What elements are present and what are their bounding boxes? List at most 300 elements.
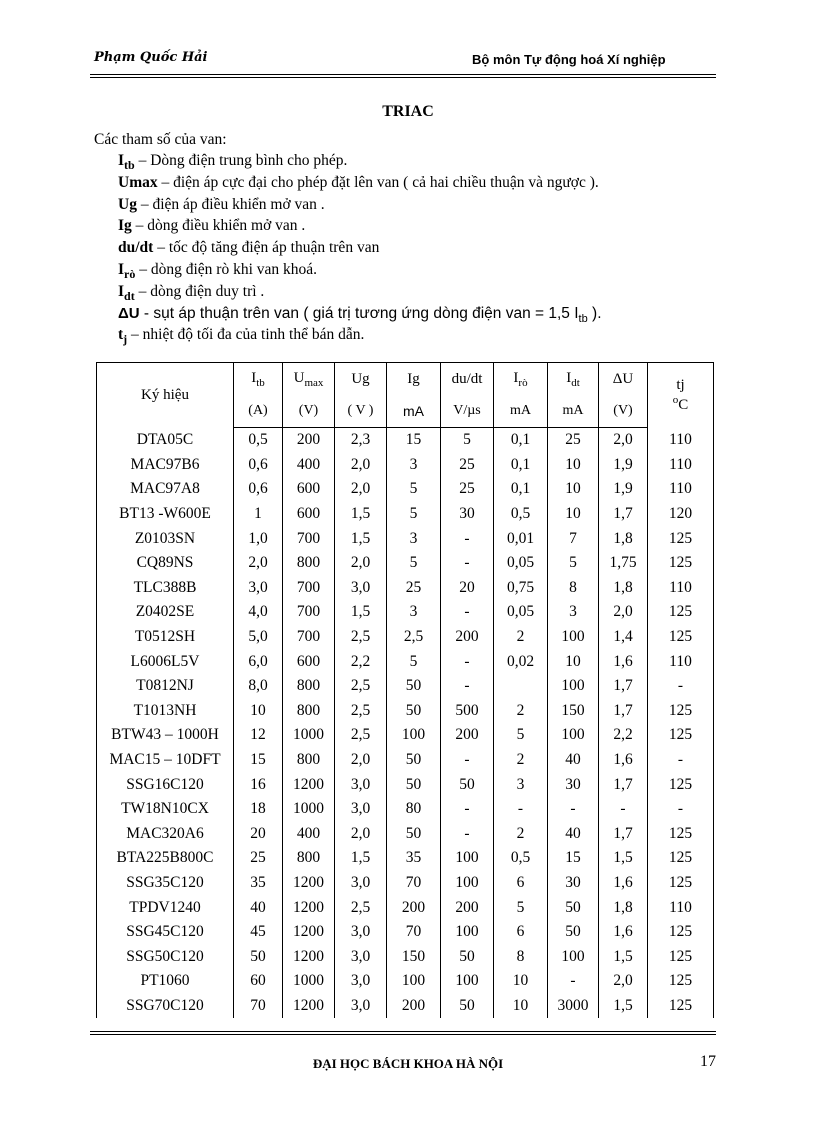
table-cell: 1,9 bbox=[599, 453, 648, 478]
table-cell: 15 bbox=[548, 846, 599, 871]
param-umax: Umax – điện áp cực đại cho phép đặt lên van ( cả hai chiều thuận và ngược ). bbox=[118, 173, 599, 191]
table-cell: 0,1 bbox=[494, 453, 548, 478]
table-cell: 5 bbox=[548, 551, 599, 576]
table-cell: 7 bbox=[548, 526, 599, 551]
table-cell: 1,5 bbox=[599, 994, 648, 1019]
table-cell: 400 bbox=[283, 822, 335, 847]
column-header-ug: Ug bbox=[335, 363, 387, 396]
table-cell-kyhieu: MAC320A6 bbox=[97, 822, 234, 847]
table-cell: 600 bbox=[283, 477, 335, 502]
table-cell: 30 bbox=[548, 772, 599, 797]
table-cell: 10 bbox=[548, 649, 599, 674]
table-cell: 1,6 bbox=[599, 748, 648, 773]
table-header-row bbox=[97, 363, 714, 396]
table-cell: 125 bbox=[648, 994, 714, 1019]
unit-ig: mA bbox=[387, 395, 441, 428]
table-cell: 125 bbox=[648, 944, 714, 969]
table-cell: 2,5 bbox=[387, 625, 441, 650]
table-cell: - bbox=[441, 748, 494, 773]
table-cell: 2 bbox=[494, 625, 548, 650]
table-row bbox=[97, 477, 714, 502]
table-cell: 1,9 bbox=[599, 477, 648, 502]
table-row bbox=[97, 699, 714, 724]
column-header-umax: $U_{max}$ bbox=[283, 363, 335, 396]
table-cell: 110 bbox=[648, 576, 714, 601]
table-cell: - bbox=[548, 797, 599, 822]
table-cell: 1,5 bbox=[335, 502, 387, 527]
table-cell: - bbox=[441, 797, 494, 822]
table-cell: 2,3 bbox=[335, 428, 387, 453]
table-cell: 200 bbox=[441, 895, 494, 920]
table-cell: 200 bbox=[283, 428, 335, 453]
param-delta-u: ΔU - sụt áp thuận trên van ( giá trị tương ứng dòng điện van = 1,5 $I_{tb}$ ). bbox=[118, 304, 602, 325]
table-cell bbox=[494, 674, 548, 699]
table-cell: 100 bbox=[441, 871, 494, 896]
table-cell: 100 bbox=[441, 920, 494, 945]
table-cell: 110 bbox=[648, 649, 714, 674]
table-cell: 2 bbox=[494, 748, 548, 773]
table-cell: 15 bbox=[234, 748, 283, 773]
table-row bbox=[97, 822, 714, 847]
table-cell: 0,5 bbox=[494, 846, 548, 871]
table-cell: 30 bbox=[548, 871, 599, 896]
table-cell-kyhieu: TLC388B bbox=[97, 576, 234, 601]
table-cell: 0,05 bbox=[494, 551, 548, 576]
table-cell: 1,6 bbox=[599, 649, 648, 674]
table-cell: 700 bbox=[283, 576, 335, 601]
table-cell: 50 bbox=[441, 772, 494, 797]
table-row bbox=[97, 772, 714, 797]
table-cell-kyhieu: T0512SH bbox=[97, 625, 234, 650]
table-cell: 150 bbox=[387, 944, 441, 969]
table-cell: 1,5 bbox=[599, 944, 648, 969]
table-cell: 1,4 bbox=[599, 625, 648, 650]
table-cell: 10 bbox=[234, 699, 283, 724]
table-cell: 0,6 bbox=[234, 477, 283, 502]
table-cell: 800 bbox=[283, 699, 335, 724]
table-cell: 700 bbox=[283, 600, 335, 625]
table-cell: 125 bbox=[648, 551, 714, 576]
table-cell-kyhieu: CQ89NS bbox=[97, 551, 234, 576]
table-cell: - bbox=[648, 797, 714, 822]
table-cell: 1000 bbox=[283, 797, 335, 822]
table-cell: 2,5 bbox=[335, 723, 387, 748]
column-header-iro: $I_{rò}$ bbox=[494, 363, 548, 396]
table-cell: 1,5 bbox=[599, 846, 648, 871]
table-cell: 125 bbox=[648, 699, 714, 724]
table-cell: 25 bbox=[387, 576, 441, 601]
table-cell: 2,0 bbox=[599, 428, 648, 453]
table-cell: 1,7 bbox=[599, 502, 648, 527]
table-cell: 2,0 bbox=[234, 551, 283, 576]
table-cell-kyhieu: SSG70C120 bbox=[97, 994, 234, 1019]
table-cell: 8 bbox=[494, 944, 548, 969]
table-row bbox=[97, 871, 714, 896]
table-cell: 2,5 bbox=[335, 699, 387, 724]
table-cell-kyhieu: SSG45C120 bbox=[97, 920, 234, 945]
table-cell: - bbox=[441, 600, 494, 625]
table-cell: 8 bbox=[548, 576, 599, 601]
table-cell: 100 bbox=[548, 723, 599, 748]
table-cell: 3,0 bbox=[335, 944, 387, 969]
table-row bbox=[97, 895, 714, 920]
table-cell: 1,5 bbox=[335, 526, 387, 551]
table-cell: 200 bbox=[387, 895, 441, 920]
table-row bbox=[97, 625, 714, 650]
param-ug: Ug – điện áp điều khiển mở van . bbox=[118, 195, 325, 213]
table-cell: 2,5 bbox=[335, 895, 387, 920]
table-cell: 4,0 bbox=[234, 600, 283, 625]
table-cell: 100 bbox=[387, 969, 441, 994]
table-cell: 200 bbox=[441, 723, 494, 748]
table-row bbox=[97, 453, 714, 478]
table-cell-kyhieu: BT13 -W600E bbox=[97, 502, 234, 527]
table-cell: 25 bbox=[441, 453, 494, 478]
table-cell: 30 bbox=[441, 502, 494, 527]
table-cell: 1200 bbox=[283, 772, 335, 797]
table-cell: 110 bbox=[648, 477, 714, 502]
table-cell: 1,8 bbox=[599, 526, 648, 551]
table-row bbox=[97, 748, 714, 773]
table-cell: 5 bbox=[494, 895, 548, 920]
table-cell: 3 bbox=[494, 772, 548, 797]
table-row bbox=[97, 797, 714, 822]
table-cell: 100 bbox=[548, 625, 599, 650]
table-cell: 120 bbox=[648, 502, 714, 527]
table-cell: 50 bbox=[387, 674, 441, 699]
table-cell: - bbox=[441, 526, 494, 551]
table-cell: - bbox=[599, 797, 648, 822]
table-cell: 50 bbox=[387, 822, 441, 847]
footer-university: ĐẠI HỌC BÁCH KHOA HÀ NỘI bbox=[312, 1056, 504, 1071]
table-cell: 125 bbox=[648, 969, 714, 994]
table-cell: 2,0 bbox=[599, 969, 648, 994]
table-row bbox=[97, 846, 714, 871]
column-header-tj: tj $^o$C bbox=[648, 363, 714, 428]
table-row bbox=[97, 674, 714, 699]
table-cell: 800 bbox=[283, 748, 335, 773]
table-cell: 600 bbox=[283, 649, 335, 674]
table-row bbox=[97, 600, 714, 625]
table-cell-kyhieu: Z0402SE bbox=[97, 600, 234, 625]
table-cell: 3,0 bbox=[335, 920, 387, 945]
table-row bbox=[97, 551, 714, 576]
footer-rule-2 bbox=[90, 1034, 716, 1035]
triac-spec-table bbox=[96, 362, 714, 1018]
table-cell: 0,05 bbox=[494, 600, 548, 625]
table-cell: 1,75 bbox=[599, 551, 648, 576]
table-cell: 400 bbox=[283, 453, 335, 478]
table-cell: - bbox=[441, 674, 494, 699]
table-cell: 800 bbox=[283, 674, 335, 699]
param-ig: Ig – dòng điều khiển mở van . bbox=[118, 217, 306, 235]
table-cell: 0,5 bbox=[234, 428, 283, 453]
table-cell: 3,0 bbox=[335, 969, 387, 994]
table-row bbox=[97, 920, 714, 945]
table-row bbox=[97, 649, 714, 674]
table-cell: 6 bbox=[494, 871, 548, 896]
table-cell: 2,0 bbox=[335, 748, 387, 773]
table-cell: 10 bbox=[494, 994, 548, 1019]
table-cell: 125 bbox=[648, 920, 714, 945]
table-cell: 2,0 bbox=[335, 822, 387, 847]
table-cell: 20 bbox=[441, 576, 494, 601]
table-cell: 200 bbox=[387, 994, 441, 1019]
column-header-kyhieu: Ký hiệu bbox=[97, 363, 234, 428]
table-cell: 125 bbox=[648, 772, 714, 797]
table-cell: 50 bbox=[234, 944, 283, 969]
parameter-list bbox=[118, 150, 602, 346]
table-cell: 700 bbox=[283, 625, 335, 650]
table-cell: 100 bbox=[441, 846, 494, 871]
table-row bbox=[97, 526, 714, 551]
table-cell: 1,6 bbox=[599, 920, 648, 945]
table-cell: - bbox=[648, 748, 714, 773]
header-rule-1 bbox=[90, 74, 716, 75]
table-cell: 45 bbox=[234, 920, 283, 945]
table-cell-kyhieu: BTW43 – 1000H bbox=[97, 723, 234, 748]
table-cell: - bbox=[648, 674, 714, 699]
table-cell: 70 bbox=[387, 920, 441, 945]
table-cell: 12 bbox=[234, 723, 283, 748]
table-cell: 125 bbox=[648, 625, 714, 650]
table-cell: 125 bbox=[648, 723, 714, 748]
table-cell: 800 bbox=[283, 551, 335, 576]
table-row bbox=[97, 969, 714, 994]
table-row bbox=[97, 723, 714, 748]
table-cell: 70 bbox=[234, 994, 283, 1019]
table-cell: 10 bbox=[548, 502, 599, 527]
table-cell: 10 bbox=[548, 477, 599, 502]
table-cell: 35 bbox=[234, 871, 283, 896]
table-cell: 600 bbox=[283, 502, 335, 527]
column-header-itb: $I_{tb}$ bbox=[234, 363, 283, 396]
table-cell: 150 bbox=[548, 699, 599, 724]
table-cell: 100 bbox=[548, 674, 599, 699]
table-cell: 2,5 bbox=[335, 625, 387, 650]
table-cell: - bbox=[441, 551, 494, 576]
unit-umax: (V) bbox=[283, 395, 335, 428]
table-cell: 700 bbox=[283, 526, 335, 551]
table-cell: 50 bbox=[387, 748, 441, 773]
table-cell: 5 bbox=[441, 428, 494, 453]
table-cell: 125 bbox=[648, 871, 714, 896]
table-cell: - bbox=[441, 822, 494, 847]
table-cell: 3 bbox=[387, 600, 441, 625]
table-cell: 800 bbox=[283, 846, 335, 871]
table-cell: - bbox=[441, 649, 494, 674]
table-row bbox=[97, 428, 714, 453]
unit-idt: mA bbox=[548, 395, 599, 428]
table-cell: 1,0 bbox=[234, 526, 283, 551]
header-rule-2 bbox=[90, 77, 716, 78]
column-header-delta-u: ΔU bbox=[599, 363, 648, 396]
table-cell: 1,8 bbox=[599, 576, 648, 601]
table-cell: 110 bbox=[648, 428, 714, 453]
table-cell: 1,7 bbox=[599, 772, 648, 797]
table-cell: 80 bbox=[387, 797, 441, 822]
table-cell-kyhieu: TW18N10CX bbox=[97, 797, 234, 822]
table-cell: 1,5 bbox=[335, 600, 387, 625]
table-cell: 50 bbox=[387, 699, 441, 724]
table-cell: 50 bbox=[441, 994, 494, 1019]
table-cell: 1200 bbox=[283, 895, 335, 920]
table-cell-kyhieu: T0812NJ bbox=[97, 674, 234, 699]
table-cell: 5 bbox=[387, 477, 441, 502]
table-cell: 1,6 bbox=[599, 871, 648, 896]
table-cell: 1,7 bbox=[599, 674, 648, 699]
table-cell: 35 bbox=[387, 846, 441, 871]
table-cell: 125 bbox=[648, 822, 714, 847]
header-author: Phạm Quốc Hải bbox=[94, 50, 208, 65]
table-cell-kyhieu: SSG50C120 bbox=[97, 944, 234, 969]
table-cell: 50 bbox=[548, 920, 599, 945]
unit-ug: ( V ) bbox=[335, 395, 387, 428]
page-title: TRIAC bbox=[382, 103, 434, 120]
table-cell: 40 bbox=[234, 895, 283, 920]
table-cell-kyhieu: SSG16C120 bbox=[97, 772, 234, 797]
table-cell: 10 bbox=[548, 453, 599, 478]
table-cell: 2,5 bbox=[335, 674, 387, 699]
table-cell: 200 bbox=[441, 625, 494, 650]
table-cell-kyhieu: SSG35C120 bbox=[97, 871, 234, 896]
table-cell: 1200 bbox=[283, 994, 335, 1019]
table-cell: 1,7 bbox=[599, 699, 648, 724]
table-cell: 0,1 bbox=[494, 477, 548, 502]
table-cell: 5 bbox=[494, 723, 548, 748]
table-cell: 40 bbox=[548, 822, 599, 847]
table-cell: 6 bbox=[494, 920, 548, 945]
table-cell: - bbox=[548, 969, 599, 994]
table-cell-kyhieu: Z0103SN bbox=[97, 526, 234, 551]
table-cell: 10 bbox=[494, 969, 548, 994]
table-cell: 100 bbox=[387, 723, 441, 748]
table-cell: 2,0 bbox=[335, 477, 387, 502]
table-cell: 1,8 bbox=[599, 895, 648, 920]
table-cell: 15 bbox=[387, 428, 441, 453]
table-cell-kyhieu: T1013NH bbox=[97, 699, 234, 724]
table-cell: 3,0 bbox=[335, 994, 387, 1019]
table-cell: 0,1 bbox=[494, 428, 548, 453]
table-cell: 2,0 bbox=[599, 600, 648, 625]
unit-iro: mA bbox=[494, 395, 548, 428]
table-row bbox=[97, 994, 714, 1019]
table-cell: 0,75 bbox=[494, 576, 548, 601]
table-cell: 1,5 bbox=[335, 846, 387, 871]
unit-dudt: V/µs bbox=[441, 395, 494, 428]
column-header-ig: Ig bbox=[387, 363, 441, 396]
table-cell-kyhieu: MAC97A8 bbox=[97, 477, 234, 502]
table-cell: 3 bbox=[387, 453, 441, 478]
table-cell: 70 bbox=[387, 871, 441, 896]
table-cell: 20 bbox=[234, 822, 283, 847]
table-cell: 2,0 bbox=[335, 551, 387, 576]
table-cell: 40 bbox=[548, 748, 599, 773]
table-cell: 60 bbox=[234, 969, 283, 994]
table-cell: 100 bbox=[441, 969, 494, 994]
table-cell: 5 bbox=[387, 551, 441, 576]
table-cell: 2,2 bbox=[335, 649, 387, 674]
table-cell: - bbox=[494, 797, 548, 822]
table-cell: 0,01 bbox=[494, 526, 548, 551]
table-cell: 110 bbox=[648, 453, 714, 478]
param-itb: $I_{tb}$ – Dòng điện trung bình cho phép. bbox=[118, 152, 348, 173]
table-cell: 125 bbox=[648, 600, 714, 625]
table-cell: 100 bbox=[548, 944, 599, 969]
table-cell: 8,0 bbox=[234, 674, 283, 699]
table-cell-kyhieu: PT1060 bbox=[97, 969, 234, 994]
unit-itb: (A) bbox=[234, 395, 283, 428]
column-header-dudt: du/dt bbox=[441, 363, 494, 396]
table-cell-kyhieu: TPDV1240 bbox=[97, 895, 234, 920]
footer-rule-1 bbox=[90, 1031, 716, 1032]
table-cell: 50 bbox=[548, 895, 599, 920]
header-department: Bộ môn Tự động hoá Xí nghiệp bbox=[472, 52, 666, 67]
table-cell: 18 bbox=[234, 797, 283, 822]
table-cell: 1000 bbox=[283, 969, 335, 994]
param-idt: $I_{dt}$ – dòng điện duy trì . bbox=[118, 282, 265, 303]
param-dudt: du/dt – tốc độ tăng điện áp thuận trên van bbox=[118, 239, 380, 257]
table-cell: 1000 bbox=[283, 723, 335, 748]
table-cell: 110 bbox=[648, 895, 714, 920]
table-cell: 1 bbox=[234, 502, 283, 527]
table-cell: 1200 bbox=[283, 920, 335, 945]
unit-delta-u: (V) bbox=[599, 395, 648, 428]
table-cell: 1200 bbox=[283, 944, 335, 969]
column-header-idt: $I_{dt}$ bbox=[548, 363, 599, 396]
table-cell: 0,02 bbox=[494, 649, 548, 674]
table-cell: 3000 bbox=[548, 994, 599, 1019]
table-cell: 2,2 bbox=[599, 723, 648, 748]
intro-text: Các tham số của van: bbox=[94, 131, 227, 148]
table-cell: 500 bbox=[441, 699, 494, 724]
table-cell-kyhieu: BTA225B800C bbox=[97, 846, 234, 871]
table-row bbox=[97, 576, 714, 601]
table-cell: 25 bbox=[548, 428, 599, 453]
table-cell: 3,0 bbox=[335, 797, 387, 822]
table-cell: 5 bbox=[387, 649, 441, 674]
table-cell: 3 bbox=[548, 600, 599, 625]
table-cell: 0,6 bbox=[234, 453, 283, 478]
table-cell: 50 bbox=[441, 944, 494, 969]
param-tj: $t_j$ – nhiệt độ tối đa của tinh thể bán dẫn. bbox=[118, 326, 365, 347]
page-number: 17 bbox=[700, 1053, 716, 1070]
table-cell: 1,7 bbox=[599, 822, 648, 847]
param-iro: $I_{rò}$ – dòng điện rò khi van khoá. bbox=[118, 260, 318, 282]
table-cell-kyhieu: MAC15 – 10DFT bbox=[97, 748, 234, 773]
table-cell: 0,5 bbox=[494, 502, 548, 527]
table-cell: 50 bbox=[387, 772, 441, 797]
table-cell: 6,0 bbox=[234, 649, 283, 674]
table-cell: 1200 bbox=[283, 871, 335, 896]
table-cell-kyhieu: L6006L5V bbox=[97, 649, 234, 674]
table-cell: 5 bbox=[387, 502, 441, 527]
table-cell: 3,0 bbox=[335, 871, 387, 896]
table-cell: 3 bbox=[387, 526, 441, 551]
table-cell: 5,0 bbox=[234, 625, 283, 650]
table-cell: 125 bbox=[648, 846, 714, 871]
table-row bbox=[97, 502, 714, 527]
table-cell: 25 bbox=[441, 477, 494, 502]
table-cell: 2 bbox=[494, 699, 548, 724]
table-cell: 3,0 bbox=[234, 576, 283, 601]
table-row bbox=[97, 944, 714, 969]
table-cell: 3,0 bbox=[335, 772, 387, 797]
table-cell-kyhieu: MAC97B6 bbox=[97, 453, 234, 478]
table-cell-kyhieu: DTA05C bbox=[97, 428, 234, 453]
table-cell: 2 bbox=[494, 822, 548, 847]
table-cell: 3,0 bbox=[335, 576, 387, 601]
